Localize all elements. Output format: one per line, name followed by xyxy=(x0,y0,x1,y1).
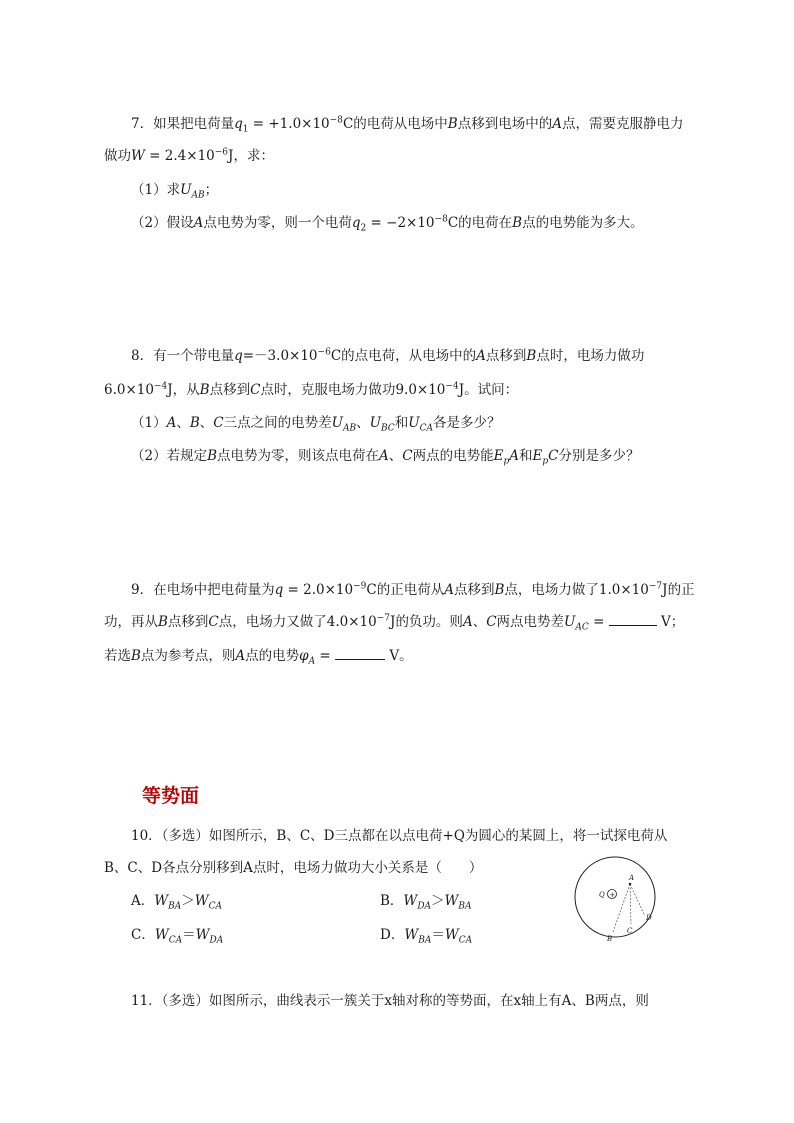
q10-line-2: B、C、D各点分别移到A点时，电场力做功大小关系是（ ） xyxy=(104,860,483,876)
label-d: D xyxy=(646,914,652,922)
q9-line-3: 若选B点为参考点，则A点的电势$\varphi_A = V$。 xyxy=(104,648,413,667)
section-heading: 等势面 xyxy=(142,785,200,807)
answer-blank-phia[interactable] xyxy=(335,647,385,660)
line-a-c xyxy=(630,884,631,924)
q8-line-2: $6.0\times 10^{-4}J$，从B点移到C点时，克服电场力做功$9.0\times 10^{-4}J$。试问： xyxy=(104,381,519,398)
line-a-d xyxy=(630,884,645,916)
q10-line-1: 10．（多选）如图所示，B、C、D三点都在以点电荷+Q为圆心的某圆上，将一试探电荷从 xyxy=(131,828,668,844)
q10-option-a: A．$W_{BA}>W_{CA}$ xyxy=(131,893,223,912)
label-c: C xyxy=(627,927,633,935)
circle-charge-figure xyxy=(572,852,662,944)
label-a: A xyxy=(629,874,635,882)
q8-sub-2: （2）若规定B点电势为零，则该点电荷在A、C两点的电势能$E_pA$和$E_pC$分别是多少？ xyxy=(131,448,640,467)
q10-option-c: C．$W_{CA}=W_{DA}$ xyxy=(131,927,224,946)
q7-sub-1: （1）求$U_{AB}$； xyxy=(131,182,219,201)
answer-blank-uac[interactable] xyxy=(609,613,657,626)
q7-line-2: 做功$W = 2.4\times 10^{-6}J$，求： xyxy=(104,147,274,164)
q7-sub-2: （2）假设A点电势为零，则一个电荷$q_2 = -2\times 10^{-8}C$的电荷在B点的电势能为多大。 xyxy=(131,214,644,234)
q8-line-1: 8．有一个带电量$q=-3.0\times 10^{-6}C$的点电荷，从电场中的A点移到B点时，电场力做功 xyxy=(131,347,645,364)
q10-option-d: D．$W_{BA}=W_{CA}$ xyxy=(380,927,473,946)
q7-line-1: 7．如果把电荷量$q_1 = +1.0\times 10^{-8}C$的电荷从电场中B点移到电场中的A点，需要克服静电力 xyxy=(131,115,684,135)
label-b: B xyxy=(607,935,613,943)
q9-line-1: 9．在电场中把电荷量为$q = 2.0\times 10^{-9}C$的正电荷从A点移到B点，电场力做了$1.0\times 10^{-7}J$的正 xyxy=(131,581,695,598)
label-q: Q xyxy=(599,891,605,899)
q11-line-1: 11．（多选）如图所示，曲线表示一簇关于x轴对称的等势面，在x轴上有A、B两点，则 xyxy=(131,993,649,1009)
q8-sub-1: （1）A、B、C三点之间的电势差$U_{AB}$、$U_{BC}$和$U_{CA}$各是多少？ xyxy=(131,415,501,434)
plus-sign-label: + xyxy=(609,890,616,899)
q10-option-b: B．$W_{DA}>W_{BA}$ xyxy=(380,893,472,912)
q9-line-2: 功，再从B点移到C点，电场力又做了$4.0\times 10^{-7}J$的负功。则A、C两点电势差$U_{AC} = V$； xyxy=(104,613,685,633)
